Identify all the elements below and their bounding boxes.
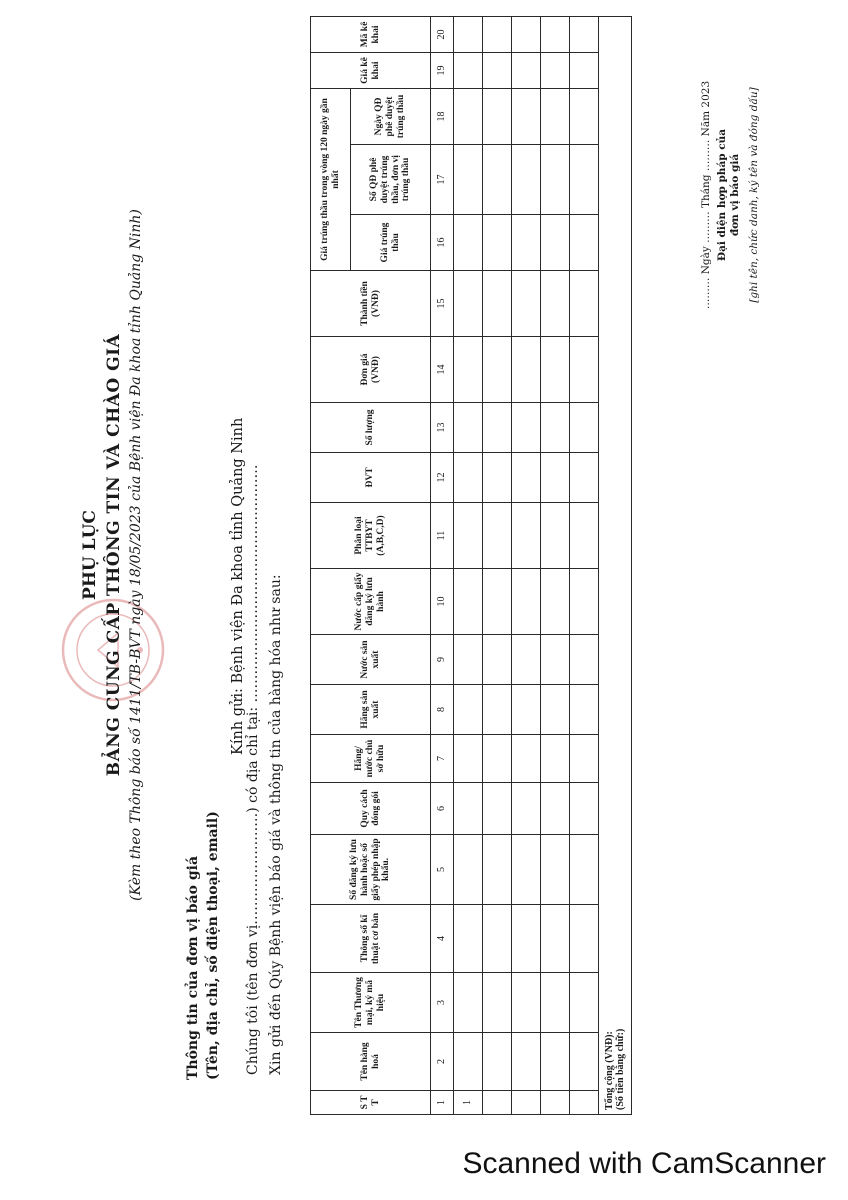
col-number: 18	[431, 89, 454, 145]
col-number: 5	[431, 835, 454, 905]
col-number: 8	[431, 685, 454, 735]
header-stt: S T T	[311, 1091, 431, 1115]
col-number: 6	[431, 783, 454, 835]
vendor-info-subheading: (Tên, địa chỉ, số điện thoại, email)	[205, 811, 221, 1080]
vendor-info-heading: Thông tin của đơn vị báo giá	[185, 855, 201, 1080]
header-thong-so: Thông số kĩ thuật cơ bản	[311, 905, 431, 973]
appendix-title: PHỤ LỤC	[80, 510, 100, 600]
col-number: 2	[431, 1033, 454, 1091]
col-number: 12	[431, 453, 454, 503]
header-thanh-tien: Thành tiền (VNĐ)	[311, 271, 431, 337]
col-number: 1	[431, 1091, 454, 1115]
signature-rep-line1: Đại diện hợp pháp của	[716, 128, 728, 262]
col-number: 20	[431, 17, 454, 53]
col-number: 17	[431, 145, 454, 215]
intro-line: Xin gửi đến Qúy Bệnh viện báo giá và thông tin của hàng hóa như sau:	[268, 574, 284, 1075]
col-number: 11	[431, 503, 454, 569]
header-nuoc-cap-giay: Nước cấp giấy đăng ký lưu hành	[311, 569, 431, 635]
header-dvt: ĐVT	[311, 453, 431, 503]
signature-date: ……… Ngày ……… Tháng ……… Năm 2023	[700, 80, 712, 310]
header-gia-ke-khai: Giá kê khai	[311, 53, 431, 89]
camscanner-watermark: Scanned with CamScanner	[462, 1147, 826, 1180]
col-number: 10	[431, 569, 454, 635]
col-number: 14	[431, 337, 454, 403]
col-number: 4	[431, 905, 454, 973]
table-row	[512, 17, 541, 1115]
col-number: 3	[431, 973, 454, 1033]
recipient-line: Kính gửi: Bệnh viện Đa khoa tỉnh Quảng Ninh	[230, 417, 246, 755]
col-number: 19	[431, 53, 454, 89]
signature-rep-line2: đơn vị báo giá	[728, 153, 741, 237]
table-row	[483, 17, 512, 1115]
quotation-table	[310, 16, 632, 1115]
table-row	[454, 17, 483, 1115]
table-row	[541, 17, 570, 1115]
header-ma-ke-khai: Mã kê khai	[311, 17, 431, 53]
scanner-footer	[0, 1135, 848, 1200]
row-stt: 1	[454, 1091, 483, 1115]
header-so-luong: Số lượng	[311, 403, 431, 453]
header-quy-cach: Quy cách đóng gói	[311, 783, 431, 835]
total-row	[599, 17, 632, 1115]
col-number: 15	[431, 271, 454, 337]
total-cell	[599, 17, 632, 1115]
col-number: 7	[431, 735, 454, 783]
signature-representative	[716, 35, 741, 355]
header-nuoc-san-xuat: Nước sản xuất	[311, 635, 431, 685]
col-number: 9	[431, 635, 454, 685]
form-subtitle: (Kèm theo Thông báo số 1411/TB-BVT ngày 18/05/2023 của Bệnh viện Đa khoa tỉnh Quảng Ninh)	[128, 209, 144, 901]
total-in-words-label: (Số tiền bằng chữ:)	[615, 1028, 626, 1110]
header-hang-san-xuat: Hãng sản xuất	[311, 685, 431, 735]
signature-note: [ghi tên, chức danh, ký tên và đóng dấu]	[748, 87, 760, 303]
header-so-dang-ky: Số đăng ký lưu hành hoặc số giấy phép nhập khẩu.	[311, 835, 431, 905]
vendor-address-line: Chúng tôi (tên đơn vị……………………) có địa chỉ tại: ……………………………………………	[245, 464, 261, 1075]
header-phan-loai: Phân loại TTBYT (A,B,C,D)	[311, 503, 431, 569]
header-ngay-qd: Ngày QĐ phê duyệt trúng thầu	[351, 89, 431, 145]
header-hang-nuoc-chu-so-huu: Hãng/ nước chủ sở hữu	[311, 735, 431, 783]
form-title: BẢNG CUNG CẤP THÔNG TIN VÀ CHÀO GIÁ	[104, 333, 124, 777]
total-label: Tổng cộng (VNĐ):	[603, 1031, 615, 1110]
table-row	[570, 17, 599, 1115]
header-gia-trung-thau: Giá trúng thầu	[351, 215, 431, 271]
header-ten-thuong-mai: Tên Thương mại, ký mã hiệu	[311, 973, 431, 1033]
header-gia-trung-thau-group: Giá trúng thầu trong vòng 120 ngày gần nhất	[311, 89, 351, 271]
column-number-row	[431, 17, 454, 1115]
col-number: 16	[431, 215, 454, 271]
header-don-gia: Đơn giá (VNĐ)	[311, 337, 431, 403]
header-ten-hang-hoa: Tên hàng hoá	[311, 1033, 431, 1091]
col-number: 13	[431, 403, 454, 453]
header-so-qd: Số QĐ phê duyệt trúng thầu, đơn vị trúng thầu	[351, 145, 431, 215]
